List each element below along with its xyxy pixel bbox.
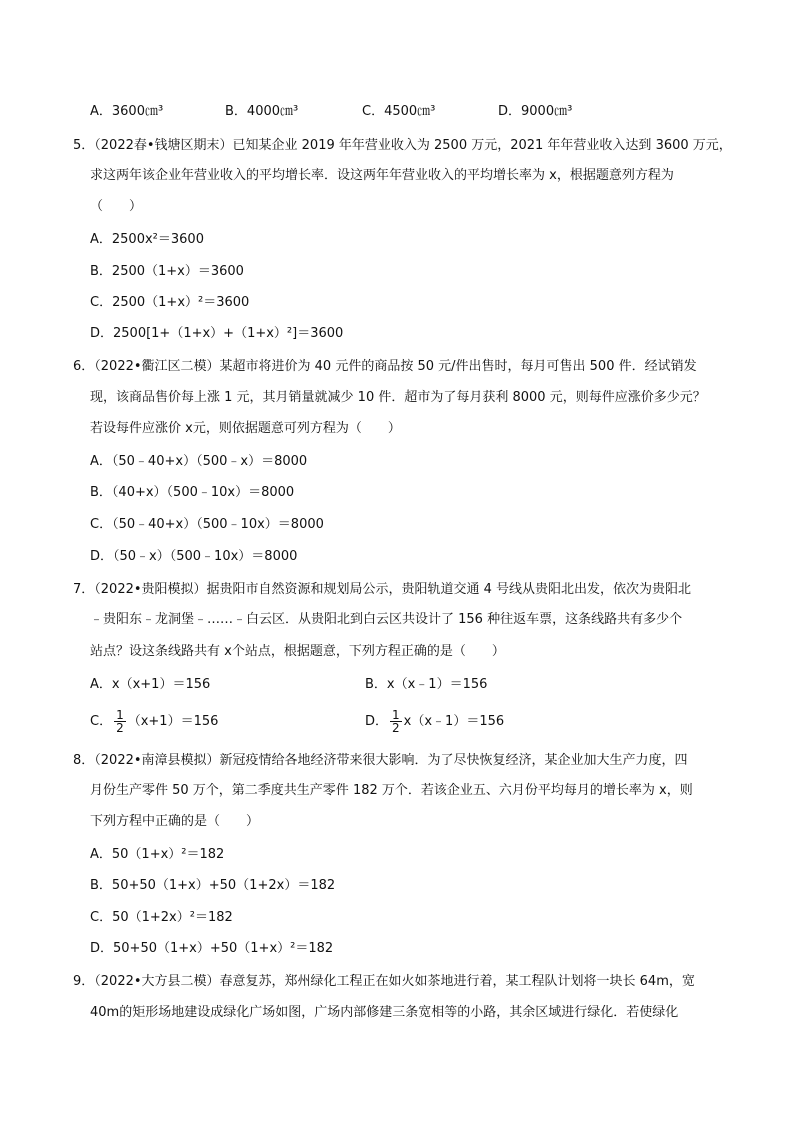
q8-option-c: C．50（1+2x）²＝182 [90,910,233,925]
q4-option-a: A．3600㎝³ [90,104,164,119]
q6-stem-line-3: 若设每件应涨价 x元，则依据题意可列方程为（ ） [90,421,401,436]
q7-option-d [365,709,504,734]
q7-option-c-numerator: 1 [116,708,124,722]
q7-option-c-label: C． [90,714,113,729]
q7-stem-line-3: 站点？设这条线路共有 x个站点，根据题意，下列方程正确的是（ ） [90,644,505,659]
q8-stem-line-3: 下列方程中正确的是（ ） [90,814,260,829]
q7-option-d-fraction [390,709,402,734]
q5-option-d: D．2500[1+（1+x）+（1+x）²]＝3600 [90,326,344,341]
q7-stem-line-2: ﹣贵阳东﹣龙洞堡﹣……﹣白云区．从贵阳北到白云区共设计了 156 种往返车票，这条线路共有多少个 [90,612,683,627]
q9-stem-line-2: 40m的矩形场地建设成绿化广场如图，广场内部修建三条宽相等的小路，其余区域进行绿化．若使绿化 [90,1005,679,1020]
q7-option-a: A．x（x+1）＝156 [90,677,211,692]
q8-stem-line-1: 8．（2022•南漳县模拟）新冠疫情给各地经济带来很大影响．为了尽快恢复经济，某企业加大生产力度，四 [73,753,688,768]
q5-stem-line-2: 求这两年该企业年营业收入的平均增长率．设这两年年营业收入的平均增长率为 x，根据题意列方程为 [90,168,674,183]
q7-option-c-fraction [114,709,126,734]
q6-stem-line-2: 现，该商品售价每上涨 1 元，其月销量就减少 10 件．超市为了每月获利 8000 元，则每件应涨价多少元？ [90,390,706,405]
q7-option-d-expression: x（x﹣1）＝156 [403,714,505,729]
q8-option-b: B．50+50（1+x）+50（1+2x）＝182 [90,878,336,893]
q7-option-b: B．x（x﹣1）＝156 [365,677,488,692]
q5-stem-line-1: 5．（2022春•钱塘区期末）已知某企业 2019 年年营业收入为 2500 万元，2021 年年营业收入达到 3600 万元， [73,138,732,153]
q9-stem-line-1: 9．（2022•大方县二模）春意复苏，郑州绿化工程正在如火如茶地进行着，某工程队计划将一块长 64m，宽 [73,974,695,989]
q8-stem-line-2: 月份生产零件 50 万个，第二季度共生产零件 182 万个．若该企业五、六月份平均每月的增长率为 x，则 [90,783,693,798]
q8-option-a: A．50（1+x）²＝182 [90,847,225,862]
q5-option-a: A．2500x²＝3600 [90,232,204,247]
q4-option-c: C．4500㎝³ [362,104,436,119]
q6-option-d: D．（50﹣x）（500﹣10x）＝8000 [90,549,298,564]
q5-answer-paren: （ ） [90,199,143,214]
q6-stem-line-1: 6．（2022•衢江区二模）某超市将进价为 40 元件的商品按 50 元/件出售时，每月可售出 500 件．经试销发 [73,359,697,374]
q6-option-b: B．（40+x）（500﹣10x）＝8000 [90,485,295,500]
q5-option-b: B．2500（1+x）＝3600 [90,264,244,279]
q6-option-a: A．（50﹣40+x）（500﹣x）＝8000 [90,454,308,469]
q7-option-d-numerator: 1 [392,708,400,722]
q4-option-b: B．4000㎝³ [225,104,299,119]
q6-option-c: C．（50﹣40+x）（500﹣10x）＝8000 [90,517,324,532]
q7-option-c-denominator: 2 [116,721,124,735]
q5-option-c: C．2500（1+x）²＝3600 [90,295,250,310]
q7-option-d-denominator: 2 [392,721,400,735]
q7-option-c-expression: （x+1）＝156 [127,714,219,729]
q8-option-d: D．50+50（1+x）+50（1+x）²＝182 [90,941,334,956]
q7-option-c [90,709,218,734]
q7-stem-line-1: 7．（2022•贵阳模拟）据贵阳市自然资源和规划局公示，贵阳轨道交通 4 号线从贵阳北出发，依次为贵阳北 [73,582,692,597]
q4-option-d: D．9000㎝³ [498,104,573,119]
q7-option-d-label: D． [365,714,389,729]
